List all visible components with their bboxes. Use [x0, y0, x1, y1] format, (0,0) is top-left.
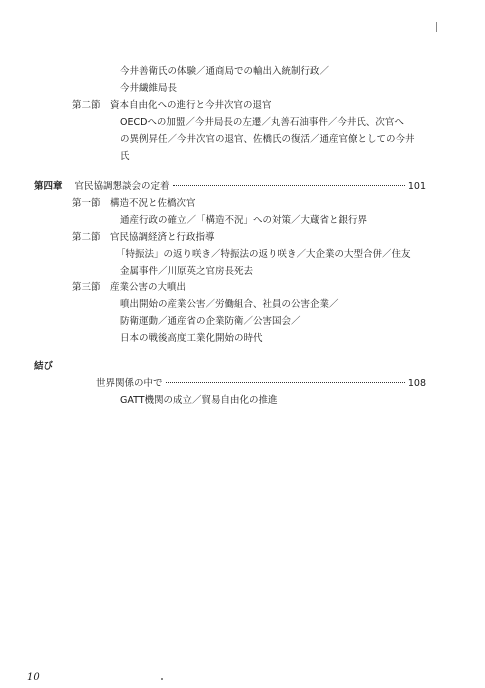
conclusion-title: 世界関係の中で — [96, 378, 163, 389]
section-heading: 第一節 構造不況と佐橋次官 — [72, 198, 196, 209]
chapter-page: 101 — [407, 181, 426, 192]
conclusion-label: 結び — [34, 361, 54, 372]
toc-line: の異例昇任／今井次官の退官、佐橋氏の復活／通産官僚としての今井 — [120, 134, 415, 145]
chapter-title: 官民協調懇談会の定着 — [74, 181, 170, 192]
chapter-label: 第四章 — [34, 181, 63, 192]
toc-line: 氏 — [120, 151, 130, 162]
section-heading: 第二節 官民協調経済と行政指導 — [72, 232, 215, 243]
toc-line: 日本の戦後高度工業化開始の時代 — [120, 333, 263, 344]
toc-line: 通産行政の確立／「構造不況」への対策／大蔵省と銀行界 — [120, 215, 368, 226]
toc-line: 「特振法」の返り咲き／特振法の返り咲き／大企業の大型合併／住友 — [116, 249, 411, 260]
conclusion-row — [96, 378, 426, 390]
toc-line: 金属事件／川原英之官房長死去 — [120, 266, 254, 277]
toc-line: 噴出開始の産業公害／労働組合、社員の公害企業／ — [120, 299, 339, 310]
toc-line: OECDへの加盟／今井局長の左遷／丸善石油事件／今井氏、次官へ — [120, 117, 404, 128]
toc-line: 防衛運動／通産省の企業防衛／公害国会／ — [120, 316, 301, 327]
dotted-leader — [173, 185, 405, 186]
dotted-leader — [166, 382, 405, 383]
scan-mark — [436, 22, 437, 32]
toc-line: 今井繊維局長 — [120, 83, 178, 94]
chapter-4-row — [34, 181, 426, 193]
section-heading: 第二節 資本自由化への進行と今井次官の退官 — [72, 100, 272, 111]
conclusion-page: 108 — [407, 378, 426, 389]
toc-line: GATT機関の成立／貿易自由化の推進 — [120, 395, 278, 406]
section-heading: 第三節 産業公害の大噴出 — [72, 282, 187, 293]
toc-line: 今井善衛氏の体験／通商局での輸出入統制行政／ — [120, 66, 330, 77]
scan-mark — [161, 678, 163, 680]
page-number: 10 — [27, 672, 40, 683]
